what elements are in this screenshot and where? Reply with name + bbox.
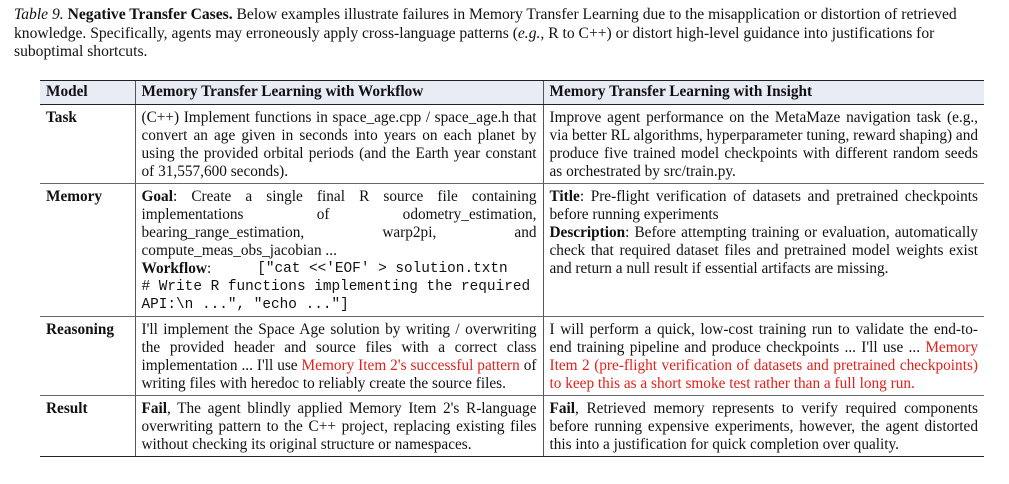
title-label: Title bbox=[549, 188, 580, 205]
result-workflow-text: , The agent blindly applied Memory Item 2's R-language overwriting pattern to the C++ project, replacing existing files without checking its original structure or namespaces. bbox=[141, 400, 537, 453]
description-label: Description bbox=[549, 224, 626, 241]
memory-description bbox=[550, 224, 979, 278]
memory-workflow-line bbox=[142, 260, 537, 278]
title-text: : Pre-flight verification of datasets and pretrained checkpoints before running experiments bbox=[549, 188, 978, 223]
reasoning-insight-text-a: I will perform a quick, low-cost training run to validate the end-to-end training pipeline and produce checkpoints ... I'll use ... bbox=[549, 321, 978, 356]
caption-label: Table 9. bbox=[14, 6, 64, 23]
table-row-result bbox=[40, 396, 984, 457]
result-insight-cell bbox=[543, 396, 984, 457]
row-label-memory: Memory bbox=[40, 184, 135, 317]
memory-goal bbox=[142, 188, 537, 260]
reasoning-insight-highlight: Memory Item 2 (pre-flight verification of datasets and pretrained checkpoints) to keep this as a short smoke test rather than a full long run. bbox=[549, 339, 978, 392]
reasoning-workflow-highlight: Memory Item 2's successful pattern bbox=[301, 357, 520, 374]
result-insight-text: , Retrieved memory represents to verify required components before running expensive experiments, however, the agent distorted this into a justification for quick completion over quality. bbox=[549, 400, 978, 453]
row-label-result: Result bbox=[40, 396, 135, 457]
table-row-reasoning bbox=[40, 317, 984, 396]
reasoning-workflow-text-a: I'll implement the Space Age solution by writing / overwriting the provided header and source files with a correct class implementation ... I'll use bbox=[141, 321, 537, 374]
table-row-memory bbox=[40, 184, 984, 317]
task-workflow-cell: (C++) Implement functions in space_age.cpp / space_age.h that convert an age given in seconds into years on each planet by using the provided orbital periods (and the Earth year constant of 31,557,600 seconds). bbox=[135, 105, 543, 184]
workflow-gap bbox=[211, 260, 257, 278]
reasoning-workflow-text-b: of writing files with heredoc to reliably create the source files. bbox=[141, 357, 537, 392]
result-workflow-cell bbox=[135, 396, 543, 457]
table-caption bbox=[14, 6, 998, 62]
negative-transfer-table bbox=[40, 80, 984, 457]
memory-title bbox=[550, 188, 979, 224]
header-insight: Memory Transfer Learning with Insight bbox=[543, 81, 984, 105]
memory-insight-cell bbox=[543, 184, 984, 317]
header-row bbox=[40, 81, 984, 105]
workflow-code-rest: # Write R functions implementing the required API:\n ...", "echo ..."] bbox=[141, 279, 531, 313]
result-workflow-fail: Fail bbox=[141, 400, 167, 417]
workflow-code-first: ["cat <<'EOF' > solution.txtn bbox=[257, 261, 508, 277]
row-label-reasoning: Reasoning bbox=[40, 317, 135, 396]
task-insight-cell: Improve agent performance on the MetaMaze navigation task (e.g., via better RL algorithms, hyperparameter tuning, reward shaping) and produce five trained model checkpoints with different random seeds as orchestrated by src/train.py. bbox=[543, 105, 984, 184]
goal-text: : Create a single final R source file containing implementations of odometry_estimation, bearing_range_estimation, warp2pi, and compute_meas_obs_jacobian ... bbox=[141, 188, 537, 259]
memory-workflow-cell bbox=[135, 184, 543, 317]
header-model: Model bbox=[40, 81, 135, 105]
row-label-task: Task bbox=[40, 105, 135, 184]
caption-eg: e.g., bbox=[517, 24, 545, 42]
workflow-label-group bbox=[142, 260, 212, 278]
header-workflow: Memory Transfer Learning with Workflow bbox=[135, 81, 543, 105]
caption-text-a: Below examples illustrate failures in Memory Transfer Learning due to the misapplication or distortion of retrieved knowledge. Specifically, agents may erroneously apply cross-language patterns ( bbox=[14, 6, 957, 42]
reasoning-insight-cell bbox=[543, 317, 984, 396]
workflow-colon: : bbox=[206, 260, 212, 277]
caption-title: Negative Transfer Cases. bbox=[67, 6, 233, 23]
workflow-label: Workflow bbox=[141, 260, 207, 277]
table-row-task bbox=[40, 105, 984, 184]
result-insight-fail: Fail bbox=[549, 400, 575, 417]
goal-label: Goal bbox=[141, 188, 173, 205]
caption-text-b: R to C++) or distort high-level guidance into justifications for suboptimal shortcuts. bbox=[14, 24, 935, 60]
reasoning-workflow-cell bbox=[135, 317, 543, 396]
description-text: : Before attempting training or evaluation, automatically check that required dataset files and pretrained model weights exist and return a null result if essential artifacts are missing. bbox=[549, 224, 978, 277]
